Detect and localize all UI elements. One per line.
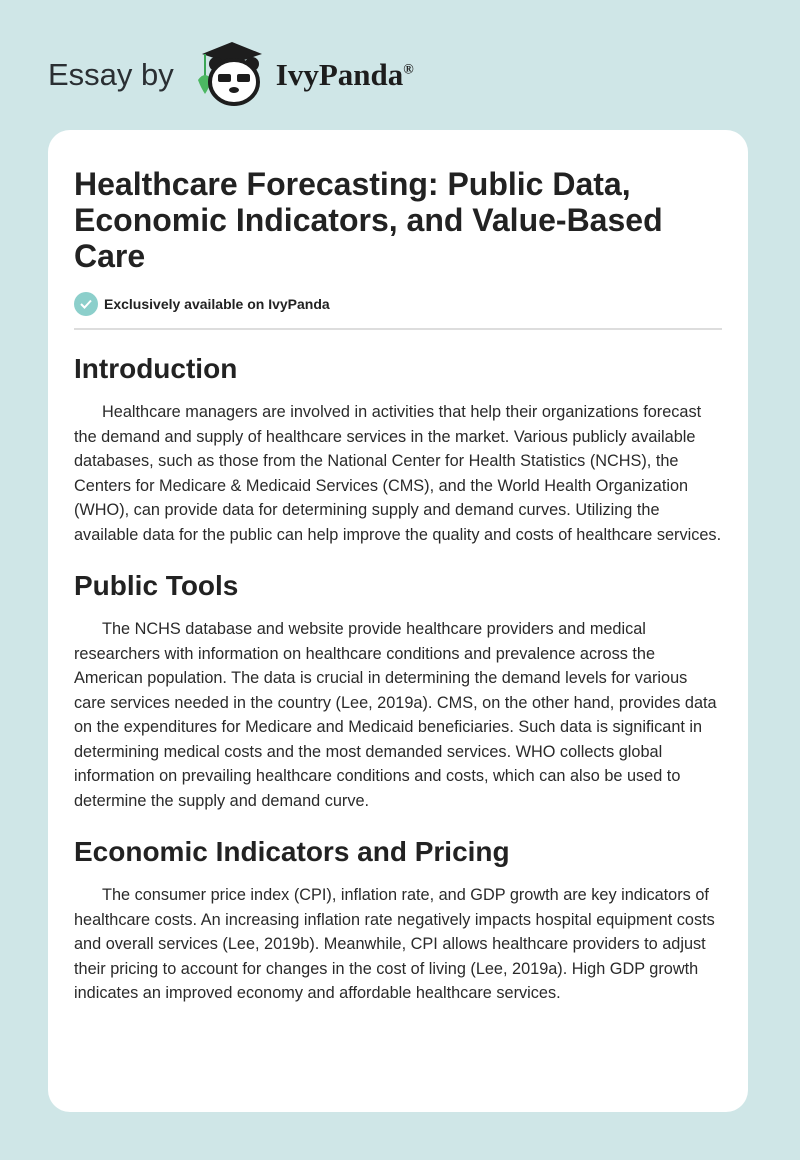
essay-by-label: Essay by: [48, 57, 174, 92]
divider: [74, 328, 722, 330]
brand-header[interactable]: [48, 40, 414, 110]
page-title: Healthcare Forecasting: Public Data, Economic Indicators, and Value-Based Care: [74, 166, 663, 274]
section-heading: Introduction: [74, 353, 238, 384]
section-heading: Economic Indicators and Pricing: [74, 836, 510, 867]
section-heading: Public Tools: [74, 570, 239, 601]
check-icon: [74, 292, 98, 316]
section-paragraph: The NCHS database and website provide healthcare providers and medical researchers with information on healthcare conditions and prevalence across the American population. The data is crucial in determining the demand levels for various care services needed in the country (Lee, 2019a). CMS, on the other hand, provides data on the expenditures for Medicare and Medicaid beneficiaries. Such data is significant in determining medical costs and the most demanded services. WHO collects global information on prevailing healthcare conditions and costs, which can also be used to determine the supply and demand curve.: [74, 620, 717, 810]
panda-logo-icon: [194, 40, 266, 111]
section-paragraph: Healthcare managers are involved in activities that help their organizations forecast the demand and supply of healthcare services in the market. Various publicly available databases, such as those from the National Center for Health Statistics (NCHS), the Centers for Medicare & Medicaid Services (CMS), and the World Health Organization (WHO), can provide data for determining supply and demand curves. Utilizing the available data for the public can help improve the quality and costs of healthcare services.: [74, 403, 722, 544]
ivypanda-logo-text: [276, 57, 414, 93]
section-paragraph: The consumer price index (CPI), inflation rate, and GDP growth are key indicators of healthcare costs. An increasing inflation rate negatively impacts hospital equipment costs and overall services (Lee, 2019b). Meanwhile, CPI allows healthcare providers to adjust their pricing to account for changes in the cost of living (Lee, 2019a). High GDP growth indicates an improved economy and affordable healthcare services.: [74, 886, 715, 1002]
registered-mark: ®: [403, 62, 414, 78]
essay-card: [48, 130, 748, 1112]
exclusive-badge: [74, 292, 722, 316]
exclusive-label: Exclusively available on IvyPanda: [104, 296, 330, 312]
logo-name: IvyPanda: [275, 57, 404, 92]
